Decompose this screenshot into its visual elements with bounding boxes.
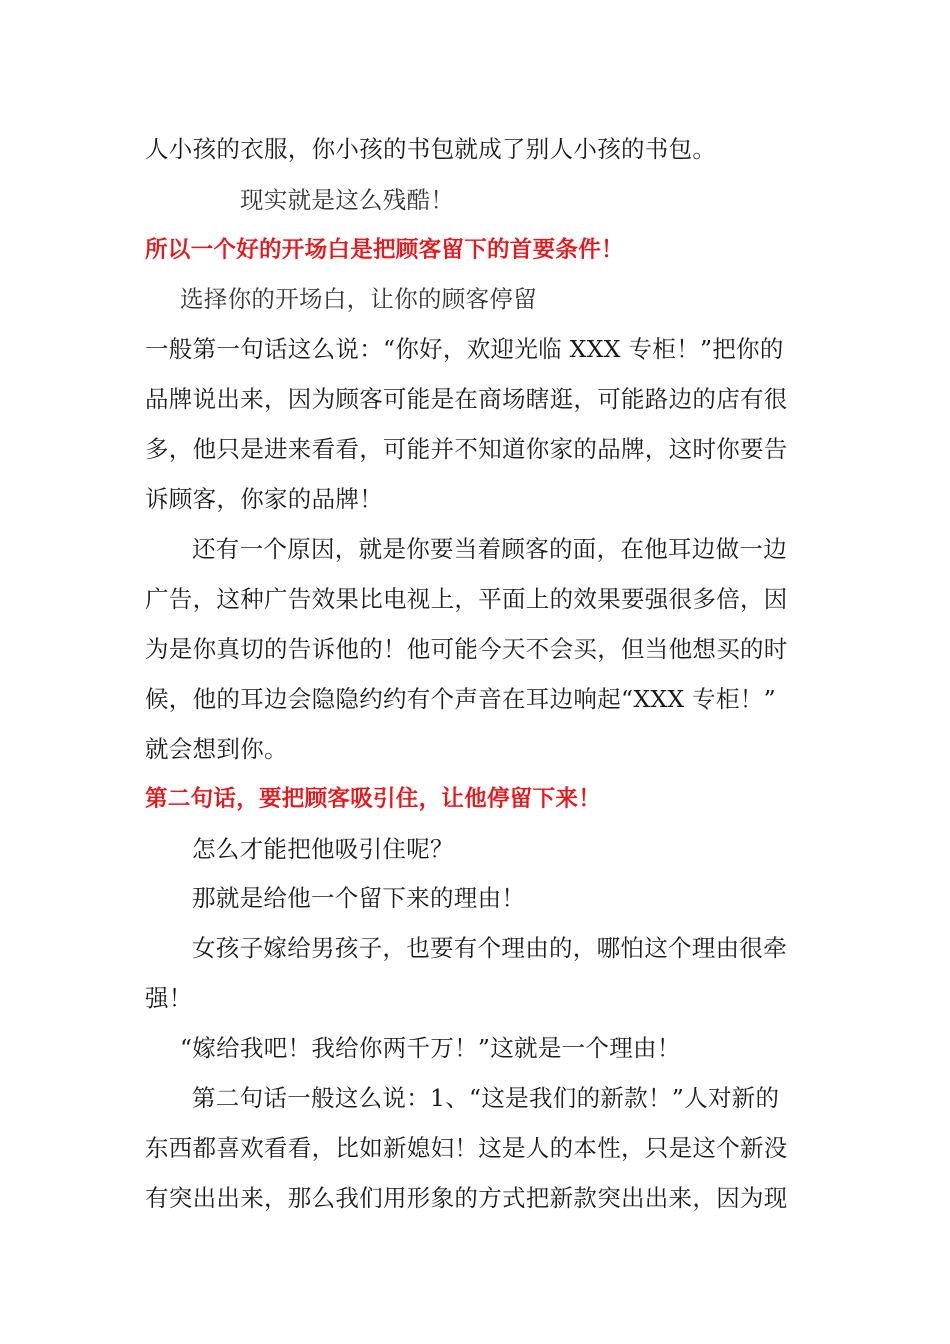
paragraph-line: 还有一个原因，就是你要当着顾客的面，在他耳边做一边 [192, 535, 787, 563]
paragraph-line: 为是你真切的告诉他的！他可能今天不会买，但当他想买的时 [145, 635, 788, 663]
paragraph-line: “嫁给我吧！我给你两千万！”这就是一个理由！ [180, 1034, 681, 1062]
paragraph-line: 现实就是这么残酷！ [240, 186, 455, 214]
paragraph-line: 多，他只是进来看看，可能并不知道你家的品牌，这时你要告 [145, 435, 788, 463]
paragraph-line: 第二句话一般这么说：1、“这是我们的新款！”人对新的 [192, 1084, 780, 1112]
paragraph-line: 怎么才能把他吸引住呢？ [192, 835, 454, 863]
paragraph-line: 女孩子嫁给男孩子，也要有个理由的，哪怕这个理由很牵 [192, 934, 787, 962]
paragraph-line: 广告，这种广告效果比电视上，平面上的效果要强很多倍，因 [145, 585, 788, 613]
red-heading: 所以一个好的开场白是把顾客留下的首要条件！ [145, 237, 624, 263]
subheading-line: 选择你的开场白，让你的顾客停留 [180, 285, 537, 313]
paragraph-line: 人小孩的衣服，你小孩的书包就成了别人小孩的书包。 [145, 135, 717, 163]
paragraph-line: 有突出出来，那么我们用形象的方式把新款突出出来，因为现 [145, 1184, 788, 1212]
paragraph-line: 一般第一句话这么说：“你好，欢迎光临 XXX 专柜！”把你的 [145, 335, 784, 363]
paragraph-line: 就会想到你。 [145, 735, 288, 763]
paragraph-line: 诉顾客，你家的品牌！ [145, 485, 383, 513]
paragraph-line: 强！ [145, 984, 193, 1012]
paragraph-line: 品牌说出来，因为顾客可能是在商场瞎逛，可能路边的店有很 [145, 385, 788, 413]
paragraph-line: 那就是给他一个留下来的理由！ [192, 884, 526, 912]
paragraph-line: 东西都喜欢看看，比如新媳妇！这是人的本性，只是这个新没 [145, 1134, 788, 1162]
red-heading: 第二句话，要把顾客吸引住，让他停留下来！ [145, 786, 602, 812]
paragraph-line: 候，他的耳边会隐隐约约有个声音在耳边响起“XXX 专柜！” [145, 685, 776, 713]
